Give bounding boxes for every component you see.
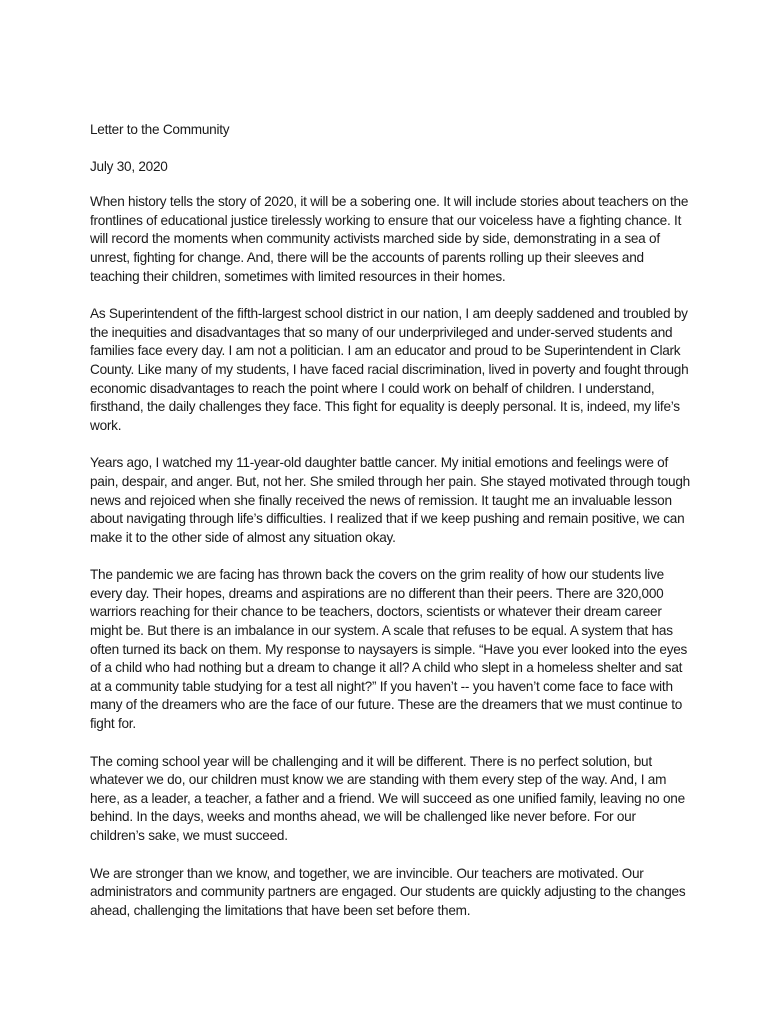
letter-paragraph-6: We are stronger than we know, and together, we are invincible. Our teachers are motivated. Our administrators and community partners are engaged. Our students are quickly adjusting to the changes ahead, challenging the limitations that have been set before them.	[90, 865, 686, 918]
letter-paragraph-4: The pandemic we are facing has thrown back the covers on the grim reality of how our students live every day. Their hopes, dreams and aspirations are no different than their peers. There are 320,000 warriors reaching for their chance to be teachers, doctors, scientists or whatever their dream career might be. But there is an imbalance in our system. A scale that refuses to be equal. A system that has often turned its back on them. My response to naysayers is simple. “Have you ever looked into the eyes of a child who had nothing but a dream to change it all? A child who slept in a homeless shelter and sat at a community table studying for a test all night?” If you haven’t -- you haven’t come face to face with many of the dreamers who are the face of our future. These are the dreamers that we must continue to fight for.	[90, 567, 688, 732]
letter-title: Letter to the Community	[90, 122, 230, 137]
letter-paragraph-1: When history tells the story of 2020, it will be a sobering one. It will include stories about teachers on the frontlines of educational justice tirelessly working to ensure that our voiceless have a fighting chance. It will record the moments when community activists marched side by side, demonstrating in a sea of unrest, fighting for change. And, there will be the accounts of parents rolling up their sleeves and teaching their children, sometimes with limited resources in their homes.	[90, 194, 689, 284]
letter-paragraph-3: Years ago, I watched my 11-year-old daughter battle cancer. My initial emotions and feelings were of pain, despair, and anger. But, not her. She smiled through her pain. She stayed motivated through tough news and rejoiced when she finally received the news of remission. It taught me an invaluable lesson about navigating through life’s difficulties. I realized that if we keep pushing and remain positive, we can make it to the other side of almost any situation okay.	[90, 455, 690, 545]
letter-date: July 30, 2020	[90, 158, 168, 174]
letter-paragraph-2: As Superintendent of the fifth-largest school district in our nation, I am deeply saddened and troubled by the inequities and disadvantages that so many of our underprivileged and under-served students and families face every day. I am not a politician. I am an educator and proud to be Superintendent in Clark County. Like many of my students, I have faced racial discrimination, lived in poverty and fought through economic disadvantages to reach the point where I could work on behalf of children. I understand, firsthand, the daily challenges they face. This fight for equality is deeply personal. It is, indeed, my life’s work.	[90, 306, 689, 433]
letter-paragraph-5: The coming school year will be challenging and it will be different. There is no perfect solution, but whatever we do, our children must know we are standing with them every step of the way. And, I am here, as a leader, a teacher, a father and a friend. We will succeed as one unified family, leaving no one behind. In the days, weeks and months ahead, we will be challenged like never before. For our children’s sake, we must succeed.	[90, 753, 685, 843]
letter-page	[90, 121, 690, 939]
